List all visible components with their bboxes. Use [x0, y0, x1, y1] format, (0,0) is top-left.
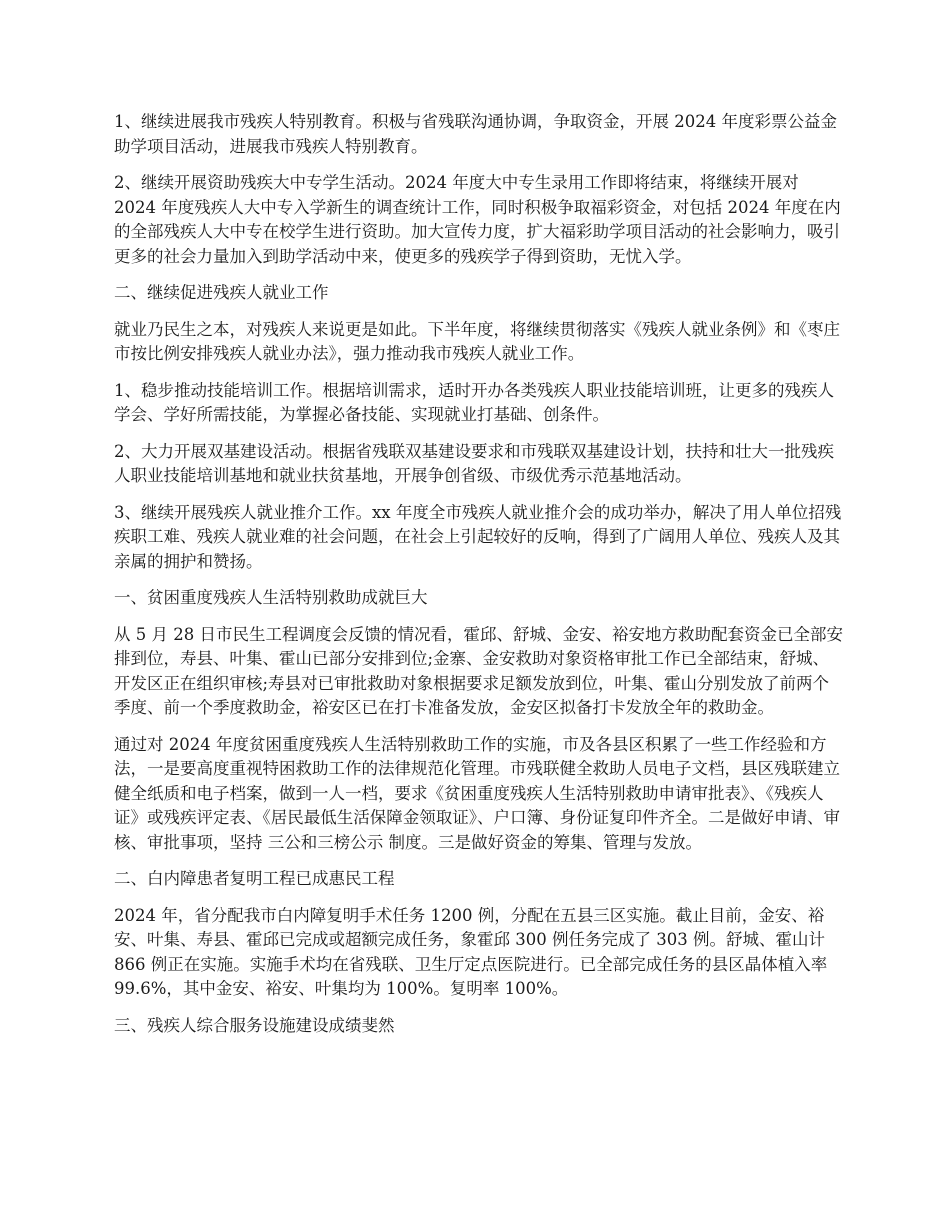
paragraph-relief-status: 从 5 月 28 日市民生工程调度会反馈的情况看，霍邱、舒城、金安、裕安地方救助配套资金已全部安排到位，寿县、叶集、霍山已部分安排到位;金寨、金安救助对象资格审批工作已全部结束，舒城、开发区正在组织审核;寿县对已审批救助对象根据要求足额发放到位，叶集、霍山分别发放了前两个季度、前一个季度救助金，裕安区已在打卡准备发放，金安区拟备打卡发放全年的救助金。	[114, 624, 843, 717]
section-heading-cataract: 二、白内障患者复明工程已成惠民工程	[114, 869, 395, 888]
section-heading-employment: 二、继续促进残疾人就业工作	[114, 283, 329, 302]
paragraph-relief-experience: 通过对 2024 年度贫困重度残疾人生活特别救助工作的实施，市及各县区积累了一些工作经验和方法，一是要高度重视特困救助工作的法律规范化管理。市残联健全救助人员电子文档，县区残联建立健全纸质和电子档案，做到一人一档，要求《贫困重度残疾人生活特别救助申请审批表》、《残疾人证》或残疾评定表、《居民最低生活保障金领取证》、户口簿、身份证复印件齐全。二是做好申请、审核、审批事项，坚持 三公和三榜公示 制度。三是做好资金的筹集、管理与发放。	[114, 734, 840, 852]
paragraph-special-education: 1、继续进展我市残疾人特别教育。积极与省残联沟通协调，争取资金，开展 2024 年度彩票公益金助学项目活动，进展我市残疾人特别教育。	[114, 112, 837, 156]
paragraph-employment-intro: 就业乃民生之本，对残疾人来说更是如此。下半年度，将继续贯彻落实《残疾人就业条例》和《枣庄市按比例安排残疾人就业办法》，强力推动我市残疾人就业工作。	[114, 319, 840, 363]
paragraph-skills-training: 1、稳步推动技能培训工作。根据培训需求，适时开办各类残疾人职业技能培训班，让更多的残疾人学会、学好所需技能，为掌握必备技能、实现就业打基础、创条件。	[114, 380, 834, 424]
paragraph-dual-base: 2、大力开展双基建设活动。根据省残联双基建设要求和市残联双基建设计划，扶持和壮大一批残疾人职业技能培训基地和就业扶贫基地，开展争创省级、市级优秀示范基地活动。	[114, 441, 834, 485]
document-body	[114, 110, 844, 1050]
section-heading-relief: 一、贫困重度残疾人生活特别救助成就巨大	[114, 588, 428, 607]
paragraph-job-promotion: 3、继续开展残疾人就业推介工作。xx 年度全市残疾人就业推介会的成功举办，解决了用人单位招残疾职工难、残疾人就业难的社会问题，在社会上引起较好的反响，得到了广阔用人单位、残疾人及其亲属的拥护和赞扬。	[114, 502, 842, 571]
section-heading-facilities: 三、残疾人综合服务设施建设成绩斐然	[114, 1015, 395, 1035]
paragraph-student-aid: 2、继续开展资助残疾大中专学生活动。2024 年度大中专生录用工作即将结束，将继续开展对 2024 年度残疾人大中专入学新生的调查统计工作，同时积极争取福彩资金，对包括 2024 年度在内的全部残疾人大中专在校学生进行资助。加大宣传力度，扩大福彩助学项目活动的社会影响力，吸引更多的社会力量加入到助学活动中来，使更多的残疾学子得到资助，无忧入学。	[114, 173, 841, 266]
paragraph-cataract-results: 2024 年，省分配我市白内障复明手术任务 1200 例，分配在五县三区实施。截止目前，金安、裕安、叶集、寿县、霍邱已完成或超额完成任务，象霍邱 300 例任务完成了 303 例。舒城、霍山计 866 例正在实施。实施手术均在省残联、卫生厅定点医院进行。已全部完成任务的县区晶体植入率 99.6%，其中金安、裕安、叶集均为 100%。复明率 100%。	[114, 905, 828, 998]
